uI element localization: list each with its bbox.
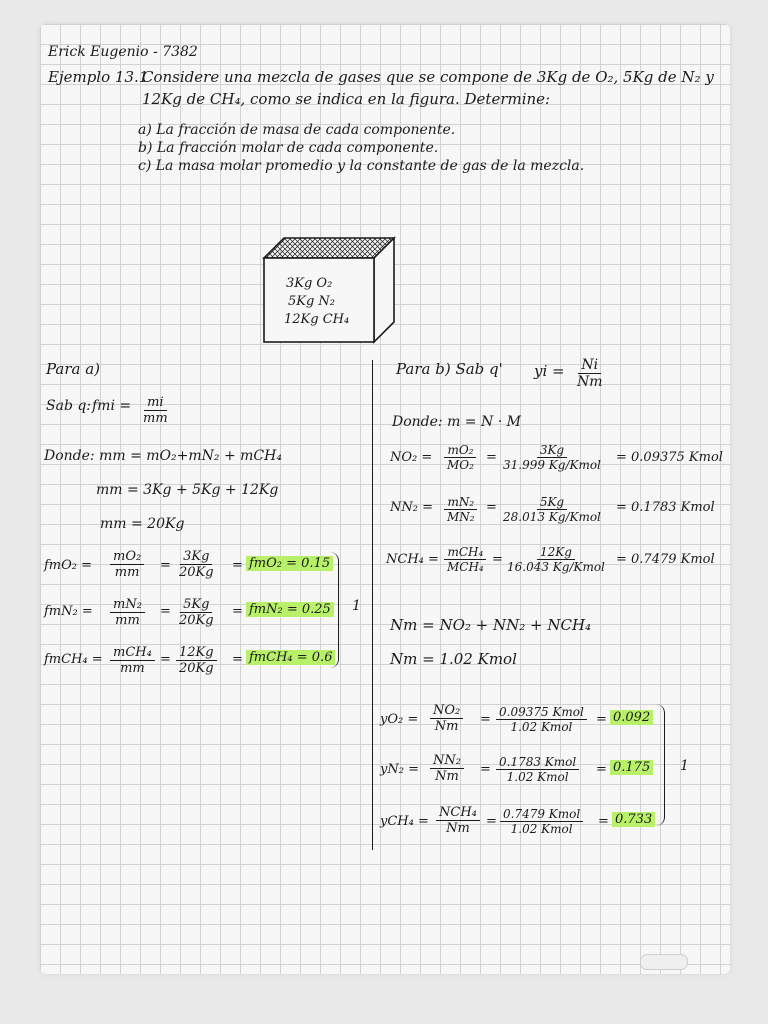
eq-sign: =: [486, 450, 497, 465]
n-n2-lhs: NN₂ =: [390, 500, 433, 515]
n-o2-num1: mO₂: [444, 444, 476, 458]
figure-ch4: 12Kg CH₄: [284, 312, 350, 327]
fm-o2-num2: 3Kg: [180, 550, 212, 565]
mm-total: mm = 20Kg: [100, 516, 185, 532]
n-n2-frac1: [444, 496, 478, 525]
y-ch4-frac2: [500, 808, 583, 837]
yi-fraction: [574, 358, 606, 391]
fm-o2-num1: mO₂: [110, 550, 144, 565]
n-o2-lhs: NO₂ =: [390, 450, 433, 465]
fmi-num: mi: [144, 396, 167, 411]
n-ch4-frac2: [504, 546, 608, 575]
n-n2-den2: 28.013 Kg/Kmol: [503, 510, 601, 525]
n-o2-result: = 0.09375 Kmol: [616, 450, 723, 465]
yi-num: Ni: [578, 358, 601, 374]
problem-line-2: 12Kg de CH₄, como se indica en la figura. Determine:: [142, 90, 551, 108]
part-a-brace-mark: 1: [352, 598, 361, 614]
eq-sign: =: [480, 712, 491, 727]
fm-ch4-num1: mCH₄: [110, 646, 155, 661]
y-o2-den2: 1.02 Kmol: [510, 720, 573, 735]
fm-n2-frac1: [110, 598, 145, 629]
n-ch4-den2: 16.043 Kg/Kmol: [507, 560, 605, 575]
n-ch4-num1: mCH₄: [444, 546, 486, 560]
fm-n2-den2: 20Kg: [179, 613, 214, 629]
y-o2-frac1: [430, 704, 463, 735]
y-n2-den1: Nm: [435, 769, 459, 785]
fmi-den: mm: [143, 411, 168, 427]
part-a-title: Para a): [46, 360, 101, 378]
fm-n2-result-text: fmN₂ = 0.25: [246, 602, 334, 617]
y-o2-num2: 0.09375 Kmol: [496, 706, 587, 720]
eq-sign: =: [232, 604, 243, 619]
fm-n2-lhs: fmN₂ =: [44, 604, 93, 619]
part-b-brace-mark: 1: [680, 758, 689, 774]
fm-o2-den2: 20Kg: [179, 565, 214, 581]
figure-o2: 3Kg O₂: [286, 276, 333, 291]
y-n2-frac1: [430, 754, 464, 785]
fm-n2-den1: mm: [115, 613, 140, 629]
n-o2-frac2: [500, 444, 604, 473]
n-o2-num2: 3Kg: [537, 444, 567, 458]
fm-ch4-result: [246, 650, 335, 665]
fm-ch4-lhs: fmCH₄ =: [44, 652, 103, 667]
fm-ch4-den2: 20Kg: [179, 661, 214, 677]
part-a-donde: Donde: mm = mO₂+mN₂ + mCH₄: [44, 448, 282, 464]
eq-sign: =: [480, 762, 491, 777]
figure-n2: 5Kg N₂: [288, 294, 336, 309]
fmi-fraction: [140, 396, 171, 427]
fm-o2-lhs: fmO₂ =: [44, 558, 93, 573]
n-n2-num2: 5Kg: [537, 496, 567, 510]
n-ch4-den1: MCH₄: [447, 560, 484, 575]
n-ch4-num2: 12Kg: [537, 546, 575, 560]
nm-sum: Nm = NO₂ + NN₂ + NCH₄: [390, 616, 592, 634]
eq-sign: =: [596, 712, 607, 727]
fm-n2-num1: mN₂: [110, 598, 145, 613]
gas-mixture-box: [260, 234, 400, 346]
n-n2-den1: MN₂: [447, 510, 475, 525]
n-n2-frac2: [500, 496, 604, 525]
y-o2-den1: Nm: [434, 719, 459, 735]
fm-ch4-den1: mm: [120, 661, 145, 677]
author-name: Erick Eugenio - 7382: [48, 44, 198, 60]
item-b: b) La fracción molar de cada componente.: [138, 140, 439, 156]
n-n2-num1: mN₂: [444, 496, 477, 510]
n-o2-den1: MO₂: [447, 458, 474, 473]
yi-lhs: yi =: [534, 362, 565, 380]
fm-n2-num2: 5Kg: [180, 598, 212, 613]
y-ch4-lhs: yCH₄ =: [380, 814, 429, 829]
part-b-donde: Donde: m = N · M: [392, 414, 521, 430]
eq-sign: =: [160, 604, 171, 619]
fm-ch4-result-text: fmCH₄ = 0.6: [246, 650, 335, 665]
n-o2-frac1: [444, 444, 477, 473]
y-o2-lhs: yO₂ =: [380, 712, 419, 727]
notebook-brand-mark: [640, 954, 688, 970]
y-ch4-result: [612, 812, 655, 827]
n-ch4-result: = 0.7479 Kmol: [616, 552, 715, 567]
y-ch4-num2: 0.7479 Kmol: [500, 808, 583, 822]
y-n2-result: [610, 760, 653, 775]
eq-sign: =: [596, 762, 607, 777]
y-ch4-den1: Nm: [446, 821, 470, 837]
y-ch4-frac1: [436, 806, 480, 837]
y-n2-frac2: [496, 756, 579, 785]
fm-o2-den1: mm: [114, 565, 140, 581]
fm-n2-result: [246, 602, 334, 617]
part-a-brace: [330, 552, 339, 668]
mm-sum: mm = 3Kg + 5Kg + 12Kg: [96, 482, 279, 498]
y-ch4-result-text: 0.733: [612, 812, 655, 827]
y-n2-num1: NN₂: [430, 754, 464, 769]
y-ch4-den2: 1.02 Kmol: [510, 822, 573, 837]
eq-sign: =: [232, 652, 243, 667]
fm-ch4-num2: 12Kg: [176, 646, 217, 661]
notebook-page: [40, 24, 730, 974]
example-label: Ejemplo 13.1: [48, 68, 149, 86]
n-n2-result: = 0.1783 Kmol: [616, 500, 715, 515]
eq-sign: =: [486, 814, 497, 829]
nm-total: Nm = 1.02 Kmol: [390, 650, 517, 668]
n-ch4-frac1: [444, 546, 487, 575]
eq-sign: =: [492, 552, 503, 567]
eq-sign: =: [160, 652, 171, 667]
part-b-title: Para b) Sab q': [396, 360, 503, 378]
y-n2-num2: 0.1783 Kmol: [496, 756, 579, 770]
fm-o2-result-text: fmO₂ = 0.15: [246, 556, 333, 571]
yi-den: Nm: [577, 374, 603, 391]
part-a-sabq: Sab q:: [46, 398, 92, 414]
eq-sign: =: [160, 558, 171, 573]
eq-sign: =: [486, 500, 497, 515]
item-c: c) La masa molar promedio y la constante de gas de la mezcla.: [138, 158, 585, 174]
column-divider: [372, 360, 373, 850]
problem-line-1: Considere una mezcla de gases que se compone de 3Kg de O₂, 5Kg de N₂ y: [142, 68, 714, 86]
fmi-lhs: fmi =: [92, 398, 132, 414]
y-n2-lhs: yN₂ =: [380, 762, 419, 777]
y-ch4-num1: NCH₄: [436, 806, 480, 821]
y-o2-result-text: 0.092: [610, 710, 653, 725]
y-n2-result-text: 0.175: [610, 760, 653, 775]
fm-o2-result: [246, 556, 333, 571]
part-b-brace: [656, 704, 665, 826]
eq-sign: =: [232, 558, 243, 573]
y-o2-frac2: [496, 706, 587, 735]
y-n2-den2: 1.02 Kmol: [506, 770, 569, 785]
n-ch4-lhs: NCH₄ =: [386, 552, 439, 567]
fm-n2-frac2: [176, 598, 217, 629]
fm-o2-frac2: [176, 550, 217, 581]
fm-o2-frac1: [110, 550, 144, 581]
item-a: a) La fracción de masa de cada componente.: [138, 122, 456, 138]
y-o2-result: [610, 710, 653, 725]
n-o2-den2: 31.999 Kg/Kmol: [503, 458, 601, 473]
eq-sign: =: [598, 814, 609, 829]
fm-ch4-frac2: [176, 646, 217, 677]
y-o2-num1: NO₂: [430, 704, 463, 719]
fm-ch4-frac1: [110, 646, 155, 677]
